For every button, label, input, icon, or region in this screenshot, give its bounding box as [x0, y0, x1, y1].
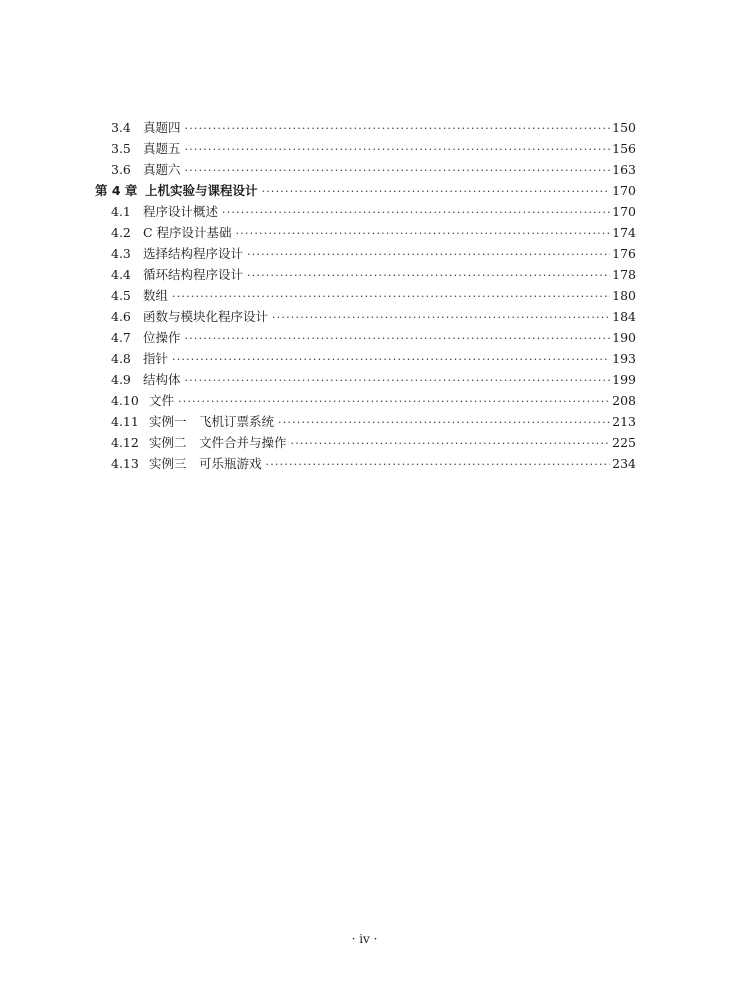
toc-leader-dots [272, 307, 610, 328]
toc-entry-page: 170 [612, 204, 636, 219]
toc-leader-dots [172, 286, 610, 307]
toc-entry-page: 225 [612, 435, 636, 450]
toc-entry[interactable] [0, 306, 729, 327]
toc-entry-number: 4.11 [111, 414, 139, 429]
toc-chapter-number: 第 4 章 [95, 183, 138, 198]
toc-leader-dots [278, 412, 610, 433]
toc-leader-dots [247, 244, 610, 265]
toc-leader-dots [222, 202, 610, 223]
toc-leader-dots [185, 139, 611, 160]
toc-entry-number: 4.12 [111, 435, 139, 450]
toc-entry-page: 176 [612, 246, 636, 261]
toc-leader-dots [185, 118, 611, 139]
toc-entry-title: 文件 [149, 393, 175, 408]
toc-leader-dots [178, 391, 610, 412]
toc-entry-number: 3.6 [111, 162, 131, 177]
toc-entry-title: 程序设计概述 [143, 204, 219, 219]
toc-entry-title: 实例二 文件合并与操作 [149, 435, 287, 450]
toc-entry-number: 4.10 [111, 393, 139, 408]
toc-entry-page: 213 [612, 414, 636, 429]
toc-entry-page: 190 [612, 330, 636, 345]
toc-entry-title: 真题六 [143, 162, 181, 177]
page-number-footer: · iv · [351, 932, 378, 946]
toc-entry-page: 178 [612, 267, 636, 282]
toc-entry-title: 选择结构程序设计 [143, 246, 244, 261]
toc-entry-title: 结构体 [143, 372, 181, 387]
toc-entry-number: 4.13 [111, 456, 139, 471]
toc-entry[interactable] [0, 285, 729, 306]
toc-entry-page: 170 [612, 183, 636, 198]
toc-entry-title: 实例一 飞机订票系统 [149, 414, 275, 429]
toc-entry-page: 193 [612, 351, 636, 366]
toc-entry[interactable] [0, 453, 729, 474]
toc-entry-number: 4.6 [111, 309, 131, 324]
toc-entry-number: 4.2 [111, 225, 131, 240]
toc-entry-title: 循环结构程序设计 [143, 267, 244, 282]
toc-entry-number: 4.8 [111, 351, 131, 366]
toc-entry[interactable] [0, 159, 729, 180]
toc-entry-page: 150 [612, 120, 636, 135]
toc-leader-dots [172, 349, 610, 370]
toc-leader-dots [236, 223, 611, 244]
toc-entry[interactable] [0, 138, 729, 159]
toc-entry-page: 184 [612, 309, 636, 324]
toc-entry-page: 199 [612, 372, 636, 387]
toc-entry[interactable] [0, 390, 729, 411]
toc-entry-title: 实例三 可乐瓶游戏 [149, 456, 262, 471]
toc-entry-number: 4.1 [111, 204, 131, 219]
toc-entry-number: 4.5 [111, 288, 131, 303]
toc-chapter-title: 上机实验与课程设计 [145, 183, 258, 198]
toc-leader-dots [266, 454, 611, 475]
toc-leader-dots [247, 265, 610, 286]
toc-entry[interactable] [0, 222, 729, 243]
toc-entry[interactable] [0, 411, 729, 432]
toc-entry-page: 174 [612, 225, 636, 240]
toc-entry-number: 4.3 [111, 246, 131, 261]
toc-leader-dots [262, 181, 611, 202]
toc-entry-page: 234 [612, 456, 636, 471]
toc-entry-title: 指针 [143, 351, 169, 366]
toc-leader-dots [185, 160, 611, 181]
toc-entry-number: 4.9 [111, 372, 131, 387]
toc-entry-number: 3.4 [111, 120, 131, 135]
toc-entry-title: 真题四 [143, 120, 181, 135]
toc-chapter-entry[interactable] [0, 180, 729, 201]
toc-entry-title: 真题五 [143, 141, 181, 156]
toc-entry-number: 4.7 [111, 330, 131, 345]
toc-entry-page: 208 [612, 393, 636, 408]
toc-entry-title: 位操作 [143, 330, 181, 345]
toc-leader-dots [291, 433, 611, 454]
toc-entry-title: C 程序设计基础 [143, 225, 232, 240]
toc-entry[interactable] [0, 264, 729, 285]
toc-entry-page: 163 [612, 162, 636, 177]
toc-leader-dots [185, 328, 611, 349]
toc-entry[interactable] [0, 369, 729, 390]
toc-entry[interactable] [0, 243, 729, 264]
toc-entry-page: 180 [612, 288, 636, 303]
toc-entry[interactable] [0, 117, 729, 138]
table-of-contents [0, 117, 729, 474]
toc-entry-title: 数组 [143, 288, 169, 303]
toc-entry-number: 4.4 [111, 267, 131, 282]
toc-entry-title: 函数与模块化程序设计 [143, 309, 269, 324]
toc-entry-number: 3.5 [111, 141, 131, 156]
toc-entry[interactable] [0, 432, 729, 453]
toc-entry[interactable] [0, 327, 729, 348]
toc-entry[interactable] [0, 348, 729, 369]
toc-entry-page: 156 [612, 141, 636, 156]
toc-entry[interactable] [0, 201, 729, 222]
toc-leader-dots [185, 370, 611, 391]
